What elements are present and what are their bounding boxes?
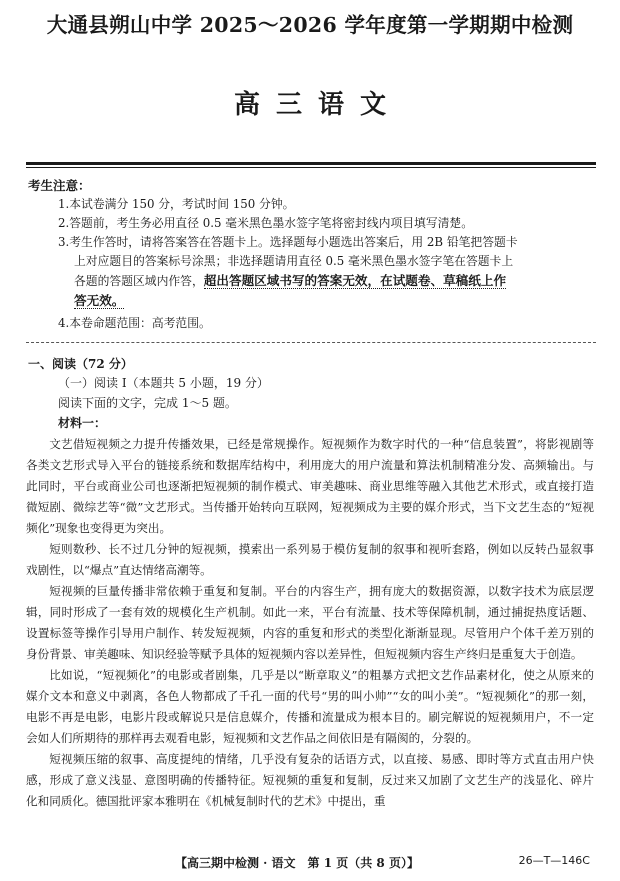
material-label: 材料一： bbox=[58, 416, 107, 430]
reading-passage bbox=[26, 434, 594, 812]
subject-title: 高三语文 bbox=[233, 90, 402, 120]
header-rule-thick bbox=[26, 162, 596, 165]
footer-exam-code: 26—T—146C bbox=[518, 854, 590, 867]
note-item-3-line-2: 上对应题目的答案标号涂黑；非选择题请用直径 0.5 毫米黑色墨水签字笔在答题卡上 bbox=[74, 254, 514, 268]
reading-instruction: 阅读下面的文字，完成 1～5 题。 bbox=[58, 396, 237, 410]
header-rule-thin bbox=[26, 167, 596, 168]
footer-page-info: 【高三期中检测 · 语文 第 1 页（共 8 页）】 bbox=[175, 856, 419, 870]
note-item-4: 4.本卷命题范围：高考范围。 bbox=[58, 316, 211, 330]
passage-paragraph-3: 短视频的巨量传播非常依赖于重复和复制。平台的内容生产，拥有庞大的数据资源，以数字技术为底层逻辑，同时形成了一套有效的规模化生产机制。如此一来，平台有流量、技术等保障机制，通过捕捉热度话题、设置标签等操作引导用户制作、转发短视频，内容的重复和形式的类型化渐渐显现。尽管用户个体千差万别的身份背景、审美趣味、知识经验等赋予具体的短视频内容以差异性，但短视频内容生产终归是重复大于创造。 bbox=[26, 584, 594, 661]
note-item-2: 2.答题前，考生务必用直径 0.5 毫米黑色墨水签字笔将密封线内项目填写清楚。 bbox=[58, 216, 474, 230]
note-item-3-line-1: 3.考生作答时，请将答案答在答题卡上。选择题每小题选出答案后，用 2B 铅笔把答题卡 bbox=[58, 235, 518, 249]
note-item-3-line-3 bbox=[74, 271, 506, 291]
passage-paragraph-4: 比如说，“短视频化”的电影或者剧集，几乎是以“断章取义”的粗暴方式把文艺作品素材化，使之从原来的媒介文本和意义中剥离，各色人物都成了千孔一面的代号“男的叫小帅”“女的叫小美”。“短视频化”的那一刻，电影不再是电影，电影片段或解说只是信息媒介，传播和流量成为根本目的。刷完解说的短视频用户，不一定会如人们所期待的那样再去观看电影，短视频和文艺作品之间依旧是有隔阂的，分裂的。 bbox=[26, 668, 594, 745]
note-item-3-emphasis-end: 答无效。 bbox=[74, 293, 125, 308]
passage-paragraph-1: 文艺借短视频之力提升传播效果，已经是常规操作。短视频作为数字时代的一种“信息装置”，将影视剧等各类文艺形式导入平台的链接系统和数据库结构中，利用庞大的用户流量和算法机制精准分发、高频输出。与此同时，平台或商业公司也逐渐把短视频的制作模式、审美趣味、商业思维等融入其他艺术形式，或直接打造微短剧、微综艺等“微”文艺形式。当传播开始转向互联网，短视频成为主要的媒介形式，当下文艺生态的“短视频化”现象也变得更为突出。 bbox=[26, 437, 594, 535]
passage-paragraph-5: 短视频压缩的叙事、高度提纯的情绪，几乎没有复杂的话语方式，以直接、易感、即时等方式直击用户快感，形成了意义浅显、意图明确的传播特征。短视频的重复和复制，反过来又加剧了文艺生产的浅显化、碎片化和同质化。德国批评家本雅明在《机械复制时代的艺术》中提出，重 bbox=[26, 752, 594, 808]
note-item-1: 1.本试卷满分 150 分，考试时间 150 分钟。 bbox=[58, 197, 295, 211]
school-title: 大通县朔山中学 2025～2026 学年度第一学期期中检测 bbox=[46, 13, 574, 37]
subsection-title: （一）阅读 Ⅰ（本题共 5 小题，19 分） bbox=[58, 376, 269, 390]
note-item-3-line-4 bbox=[74, 291, 124, 311]
notes-heading: 考生注意： bbox=[28, 178, 91, 193]
section-divider bbox=[26, 342, 596, 343]
section-title: 一、阅读（72 分） bbox=[28, 357, 133, 371]
note-item-3-emphasis: 超出答题区域书写的答案无效，在试题卷、草稿纸上作 bbox=[203, 273, 507, 288]
note-item-3-plain: 各题的答题区域内作答， bbox=[74, 274, 204, 288]
passage-paragraph-2: 短则数秒、长不过几分钟的短视频，摸索出一系列易于模仿复制的叙事和视听套路，例如以反转凸显叙事戏剧性，以“爆点”直达情绪高潮等。 bbox=[26, 542, 594, 577]
